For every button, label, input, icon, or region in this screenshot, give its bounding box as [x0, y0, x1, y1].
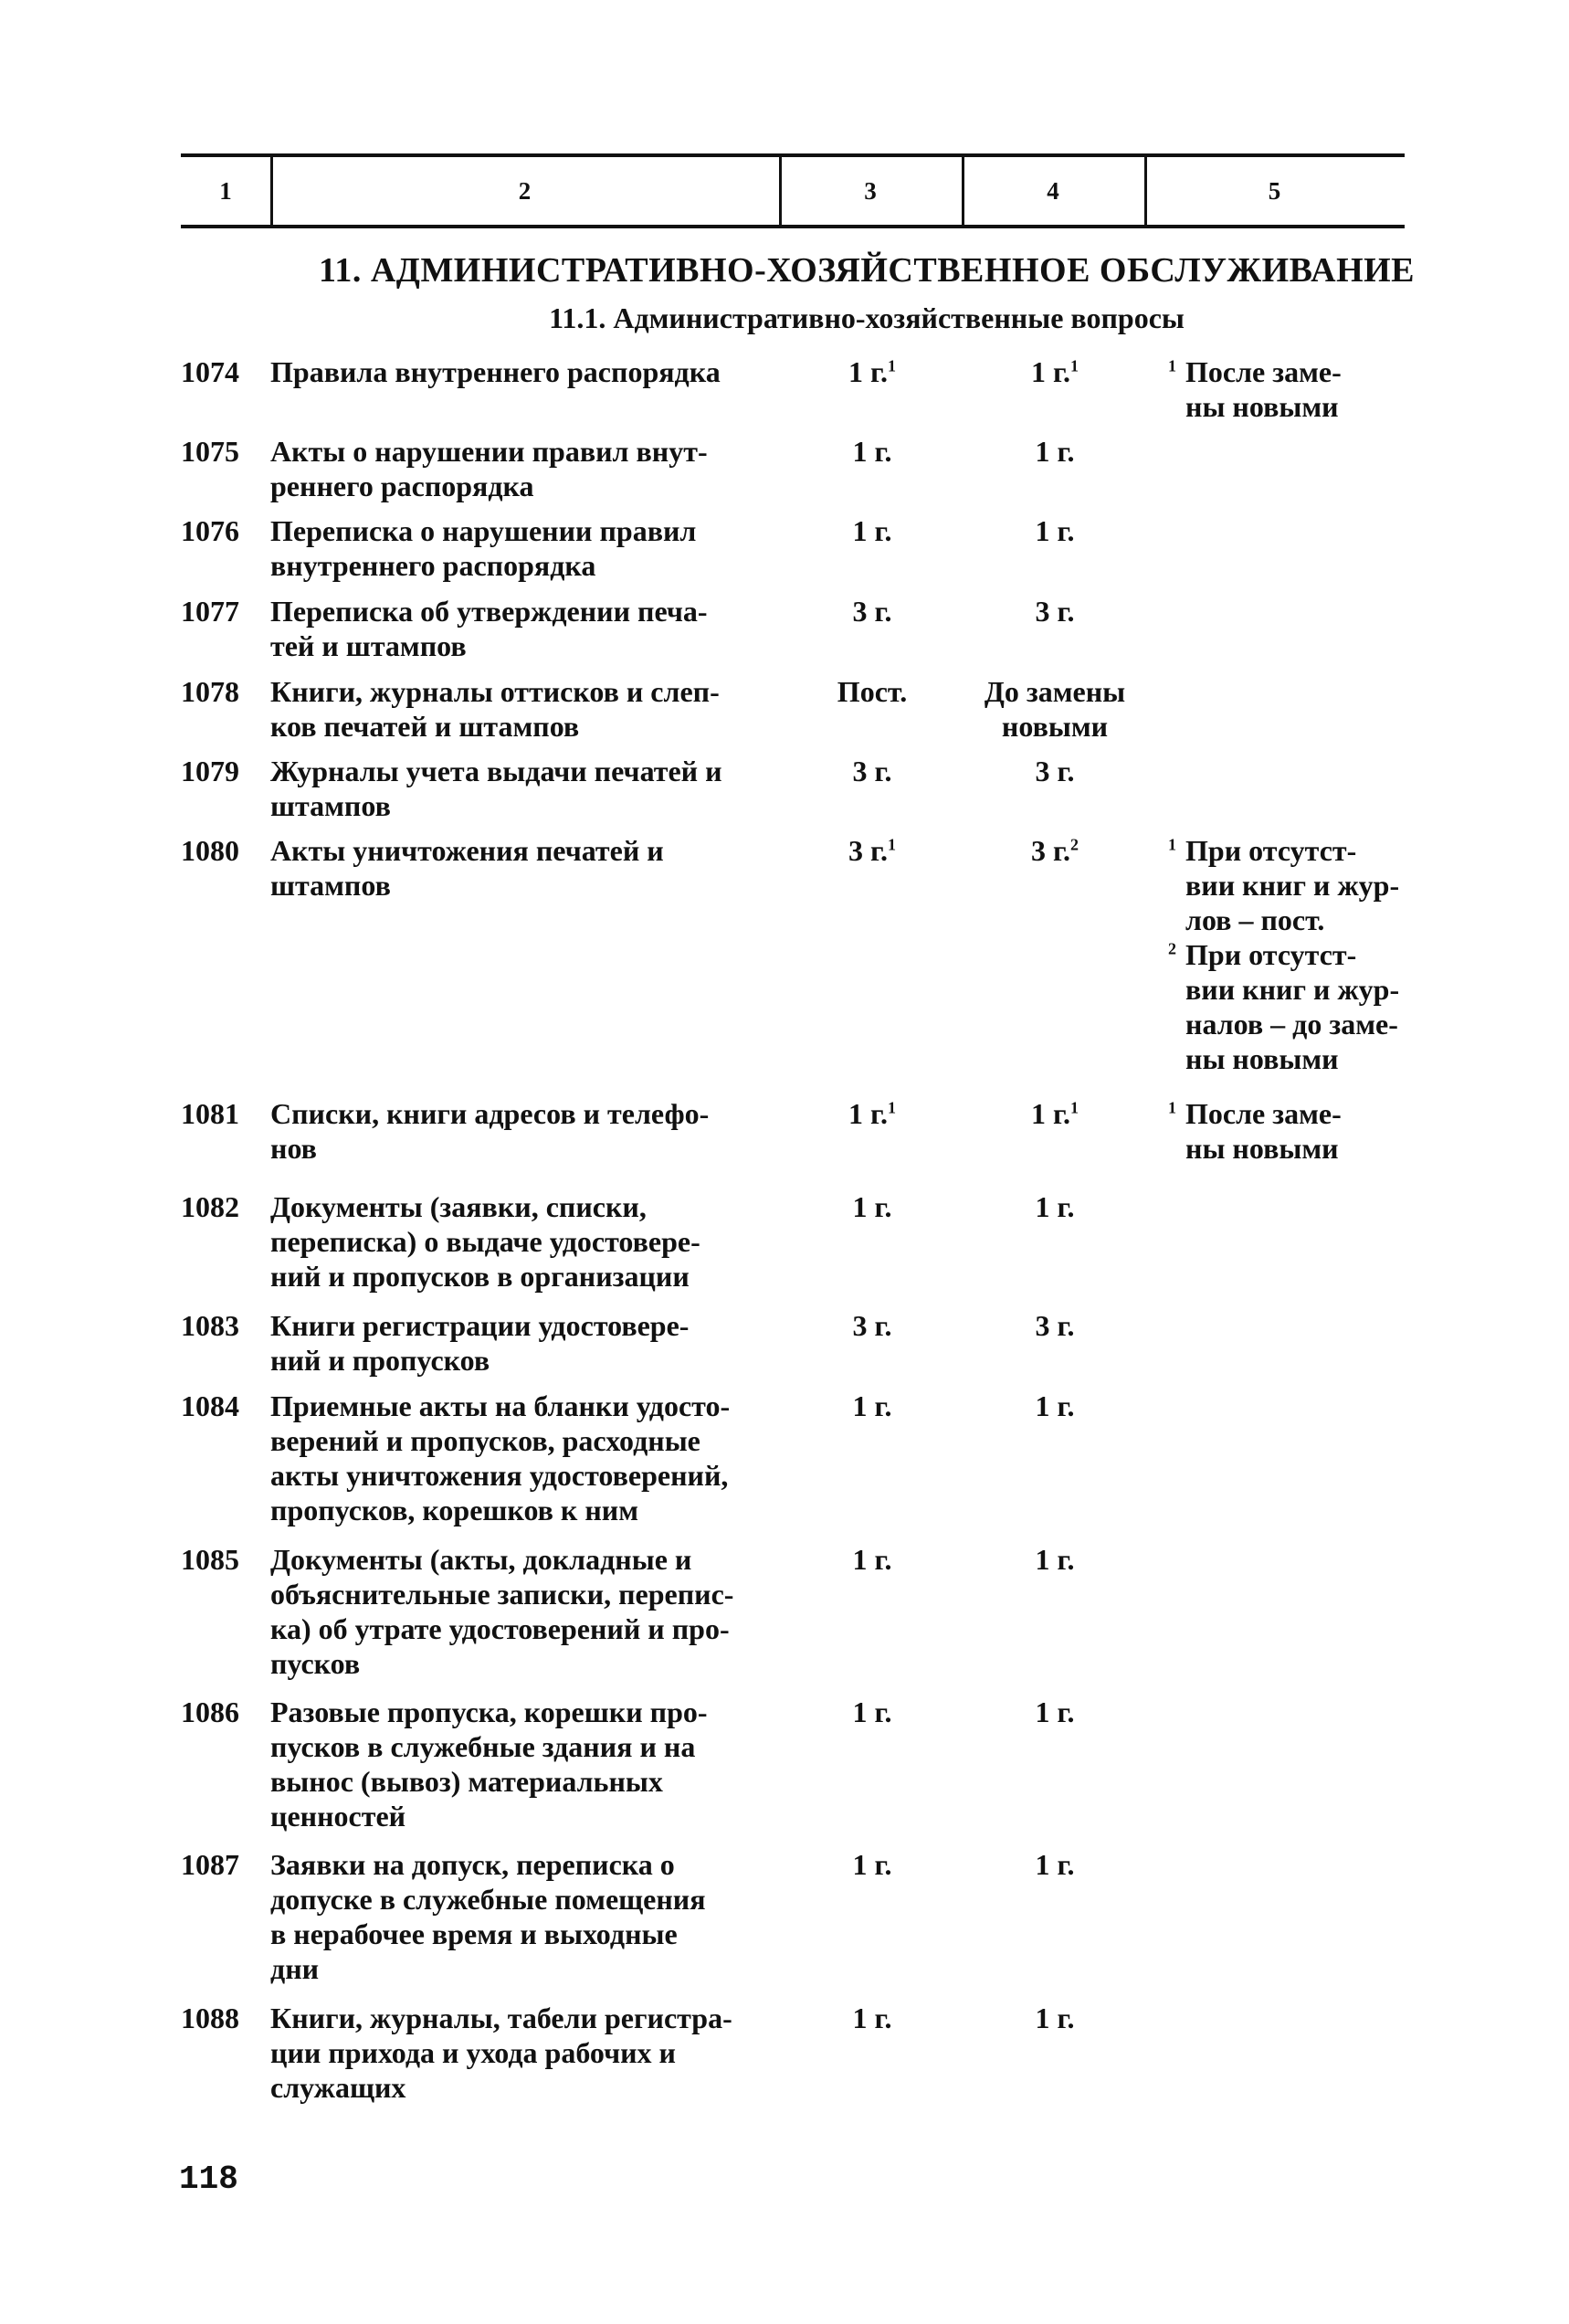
retention-period-other-text: 1 г.: [1031, 355, 1070, 388]
record-title-line: Документы (акты, докладные и: [270, 1543, 692, 1576]
retention-period-org-text: 3 г.: [852, 1309, 892, 1342]
retention-period-other: [964, 1695, 1146, 1729]
retention-period-org-text: 1 г.: [852, 1389, 892, 1422]
record-title-line: Заявки на допуск, переписка о: [270, 1848, 675, 1881]
retention-period-other-text: 1 г.: [1035, 1190, 1075, 1223]
record-title: [270, 513, 782, 583]
footnote-marker: 1: [887, 1098, 896, 1117]
record-title: [270, 1542, 782, 1681]
note-indent: [1143, 354, 1185, 389]
retention-period-org: [781, 1389, 964, 1423]
retention-period-org-text: 1 г.: [852, 1695, 892, 1728]
retention-period-org: [781, 2001, 964, 2035]
retention-period-org: [781, 674, 964, 709]
retention-period-other-text: 1 г.: [1035, 514, 1075, 547]
note-line: [1143, 1007, 1408, 1041]
retention-period-other: [964, 1847, 1146, 1882]
footnote-marker: 1: [1069, 356, 1079, 375]
record-title-line: в нерабочее время и выходные: [270, 1917, 678, 1950]
retention-period-org: [781, 1096, 964, 1131]
record-title-line: служащих: [270, 2071, 406, 2104]
record-number: 1076: [181, 514, 239, 547]
note-line: [1143, 833, 1408, 868]
note-text: После заме-: [1185, 355, 1342, 388]
subsection-title: 11.1. Административно-хозяйственные вопросы: [549, 301, 1185, 334]
record-number: 1082: [181, 1190, 239, 1223]
note-text: При отсутст-: [1185, 938, 1357, 971]
record-title-line: Книги, журналы, табели регистра-: [270, 2002, 732, 2034]
footnote-marker: 1: [1168, 835, 1176, 854]
retention-period-org: [781, 1308, 964, 1343]
record-title: [270, 1308, 782, 1378]
retention-period-other: [964, 1542, 1146, 1577]
header-col-5: 5: [1268, 177, 1281, 205]
note-text: ны новыми: [1185, 1042, 1339, 1075]
record-title: [270, 594, 782, 663]
footnote-marker: 1: [1168, 1098, 1176, 1117]
retention-period-other: [964, 754, 1146, 788]
retention-period-org-text: 3 г.: [852, 595, 892, 628]
header-col-4: 4: [1047, 177, 1059, 205]
retention-period-org: [781, 754, 964, 788]
retention-period-other: [964, 2001, 1146, 2035]
record-title: [270, 1847, 782, 1986]
retention-period-other-text: 1 г.: [1035, 1695, 1075, 1728]
record-number: 1084: [181, 1389, 239, 1422]
record-number: 1078: [181, 675, 239, 708]
note-text: вии книг и жур-: [1185, 973, 1400, 1006]
record-title-line: внутреннего распорядка: [270, 549, 596, 582]
retention-period-org-text: 1 г.: [852, 435, 892, 468]
page-number: 118: [179, 2160, 238, 2198]
retention-period-other: [964, 434, 1146, 469]
record-title-line: Разовые пропуска, корешки про-: [270, 1695, 708, 1728]
record-title-line: Переписка об утверждении печа-: [270, 595, 708, 628]
note-line: [1143, 1131, 1408, 1166]
record-title-line: ний и пропусков: [270, 1344, 490, 1377]
record-title-line: ний и пропусков в организации: [270, 1260, 690, 1293]
retention-period-org: [781, 513, 964, 548]
record-title-line: штампов: [270, 869, 391, 902]
footnote-marker: 1: [1168, 356, 1176, 375]
note-line: [1143, 937, 1408, 972]
record-title: [270, 1695, 782, 1833]
record-number: 1086: [181, 1695, 239, 1728]
record-title-line: Акты уничтожения печатей и: [270, 834, 664, 867]
record-number: 1088: [181, 2002, 239, 2034]
record-title-line: переписка) о выдаче удостовере-: [270, 1225, 700, 1258]
note-line: [1143, 972, 1408, 1007]
header-col-3: 3: [864, 177, 877, 205]
record-number: 1075: [181, 435, 239, 468]
record-title: [270, 674, 782, 744]
retention-period-org-text: 3 г.: [848, 834, 888, 867]
retention-period-org-text: 1 г.: [852, 2002, 892, 2034]
record-title-line: ка) об утрате удостоверений и про-: [270, 1612, 730, 1645]
retention-period-org: [781, 434, 964, 469]
record-number: 1081: [181, 1097, 239, 1130]
retention-period-org-text: Пост.: [837, 675, 908, 708]
note-text: налов – до заме-: [1185, 1008, 1398, 1041]
retention-period-org-text: 3 г.: [852, 755, 892, 787]
record-title-line: ков печатей и штампов: [270, 710, 580, 743]
record-title: [270, 434, 782, 503]
record-number: 1077: [181, 595, 239, 628]
record-note: [1143, 354, 1408, 424]
record-title-line: Списки, книги адресов и телефо-: [270, 1097, 710, 1130]
record-title-line: Правила внутреннего распорядка: [270, 355, 721, 388]
footnote-marker: 1: [887, 835, 896, 854]
record-title-line: тей и штампов: [270, 629, 467, 662]
record-title-line: Журналы учета выдачи печатей и: [270, 755, 722, 787]
retention-period-other: [964, 674, 1146, 744]
retention-period-org: [781, 594, 964, 629]
record-title: [270, 354, 782, 389]
record-note: [1143, 833, 1408, 1076]
record-title-line: нов: [270, 1132, 317, 1165]
note-text: лов – пост.: [1185, 903, 1325, 936]
retention-period-other-text: 1 г.: [1035, 1543, 1075, 1576]
footnote-marker: 1: [887, 356, 896, 375]
retention-period-other: [964, 1189, 1146, 1224]
retention-period-other: [964, 1308, 1146, 1343]
retention-period-other-text: 1 г.: [1035, 2002, 1075, 2034]
note-line: [1143, 1096, 1408, 1131]
note-indent: [1143, 833, 1185, 868]
footnote-marker: 2: [1168, 939, 1176, 958]
footnote-marker: 2: [1069, 835, 1079, 854]
retention-period-other-text: 3 г.: [1035, 595, 1075, 628]
retention-period-org: [781, 1189, 964, 1224]
retention-period-org-text: 1 г.: [848, 1097, 888, 1130]
note-text: После заме-: [1185, 1097, 1342, 1130]
section-title: 11. АДМИНИСТРАТИВНО-ХОЗЯЙСТВЕННОЕ ОБСЛУЖИВАНИЕ: [318, 251, 1416, 290]
record-title: [270, 1389, 782, 1527]
record-title: [270, 754, 782, 823]
retention-period-other-text: 1 г.: [1035, 435, 1075, 468]
record-note: [1143, 1096, 1408, 1166]
retention-period-org-text: 1 г.: [852, 514, 892, 547]
retention-period-other-text: До замены: [984, 675, 1126, 708]
record-title-line: верений и пропусков, расходные: [270, 1424, 700, 1457]
record-title-line: Приемные акты на бланки удосто-: [270, 1389, 731, 1422]
note-line: [1143, 868, 1408, 903]
footnote-marker: 1: [1069, 1098, 1079, 1117]
record-title-line: штампов: [270, 789, 391, 822]
retention-period-other-line: новыми: [1001, 710, 1109, 743]
retention-period-org: [781, 354, 964, 389]
record-title-line: вынос (вывоз) материальных: [270, 1765, 663, 1798]
record-title-line: ценностей: [270, 1800, 406, 1833]
retention-period-org-text: 1 г.: [852, 1190, 892, 1223]
note-text: вии книг и жур-: [1185, 869, 1400, 902]
retention-period-org: [781, 1847, 964, 1882]
retention-period-other: [964, 513, 1146, 548]
record-title-line: дни: [270, 1952, 320, 1985]
retention-period-other-text: 1 г.: [1035, 1848, 1075, 1881]
record-title-line: Акты о нарушении правил внут-: [270, 435, 708, 468]
record-title-line: объяснительные записки, перепис-: [270, 1578, 734, 1611]
record-title-line: допуске в служебные помещения: [270, 1883, 706, 1916]
note-text: При отсутст-: [1185, 834, 1357, 867]
record-title: [270, 1096, 782, 1166]
retention-period-org-text: 1 г.: [848, 355, 888, 388]
retention-period-other: [964, 1096, 1146, 1131]
retention-period-other: [964, 594, 1146, 629]
record-number: 1085: [181, 1543, 239, 1576]
record-number: 1087: [181, 1848, 239, 1881]
note-line: [1143, 354, 1408, 389]
record-title-line: Переписка о нарушении правил: [270, 514, 697, 547]
record-title-line: Документы (заявки, списки,: [270, 1190, 647, 1223]
record-title-line: ции прихода и ухода рабочих и: [270, 2036, 676, 2069]
retention-period-org: [781, 833, 964, 868]
record-number: 1080: [181, 834, 239, 867]
note-line: [1143, 389, 1408, 424]
retention-period-other: [964, 1389, 1146, 1423]
retention-period-other-text: 3 г.: [1035, 755, 1075, 787]
note-indent: [1143, 937, 1185, 972]
retention-period-org-text: 1 г.: [852, 1543, 892, 1576]
note-line: [1143, 903, 1408, 937]
note-line: [1143, 1041, 1408, 1076]
header-col-2: 2: [518, 177, 532, 205]
retention-period-other-text: 3 г.: [1031, 834, 1070, 867]
retention-period-other: [964, 354, 1146, 389]
note-text: ны новыми: [1185, 1132, 1339, 1165]
record-title: [270, 1189, 782, 1294]
record-title-line: пусков в служебные здания и на: [270, 1730, 696, 1763]
retention-period-org: [781, 1542, 964, 1577]
record-title: [270, 833, 782, 903]
record-title-line: пропусков, корешков к ним: [270, 1494, 639, 1526]
record-title: [270, 2001, 782, 2105]
record-title-line: Книги регистрации удостовере-: [270, 1309, 690, 1342]
record-number: 1079: [181, 755, 239, 787]
retention-period-org: [781, 1695, 964, 1729]
note-text: ны новыми: [1185, 390, 1339, 423]
retention-period-other-text: 1 г.: [1035, 1389, 1075, 1422]
record-number: 1083: [181, 1309, 239, 1342]
header-col-1: 1: [219, 177, 232, 205]
note-indent: [1143, 1096, 1185, 1131]
record-title-line: пусков: [270, 1647, 361, 1680]
retention-period-org-text: 1 г.: [852, 1848, 892, 1881]
retention-period-other: [964, 833, 1146, 868]
record-title-line: реннего распорядка: [270, 470, 534, 502]
retention-period-other-text: 3 г.: [1035, 1309, 1075, 1342]
table-header: [181, 153, 1405, 228]
record-title-line: акты уничтожения удостоверений,: [270, 1459, 729, 1492]
record-title-line: Книги, журналы оттисков и слеп-: [270, 675, 720, 708]
retention-period-other-text: 1 г.: [1031, 1097, 1070, 1130]
record-number: 1074: [181, 355, 239, 388]
